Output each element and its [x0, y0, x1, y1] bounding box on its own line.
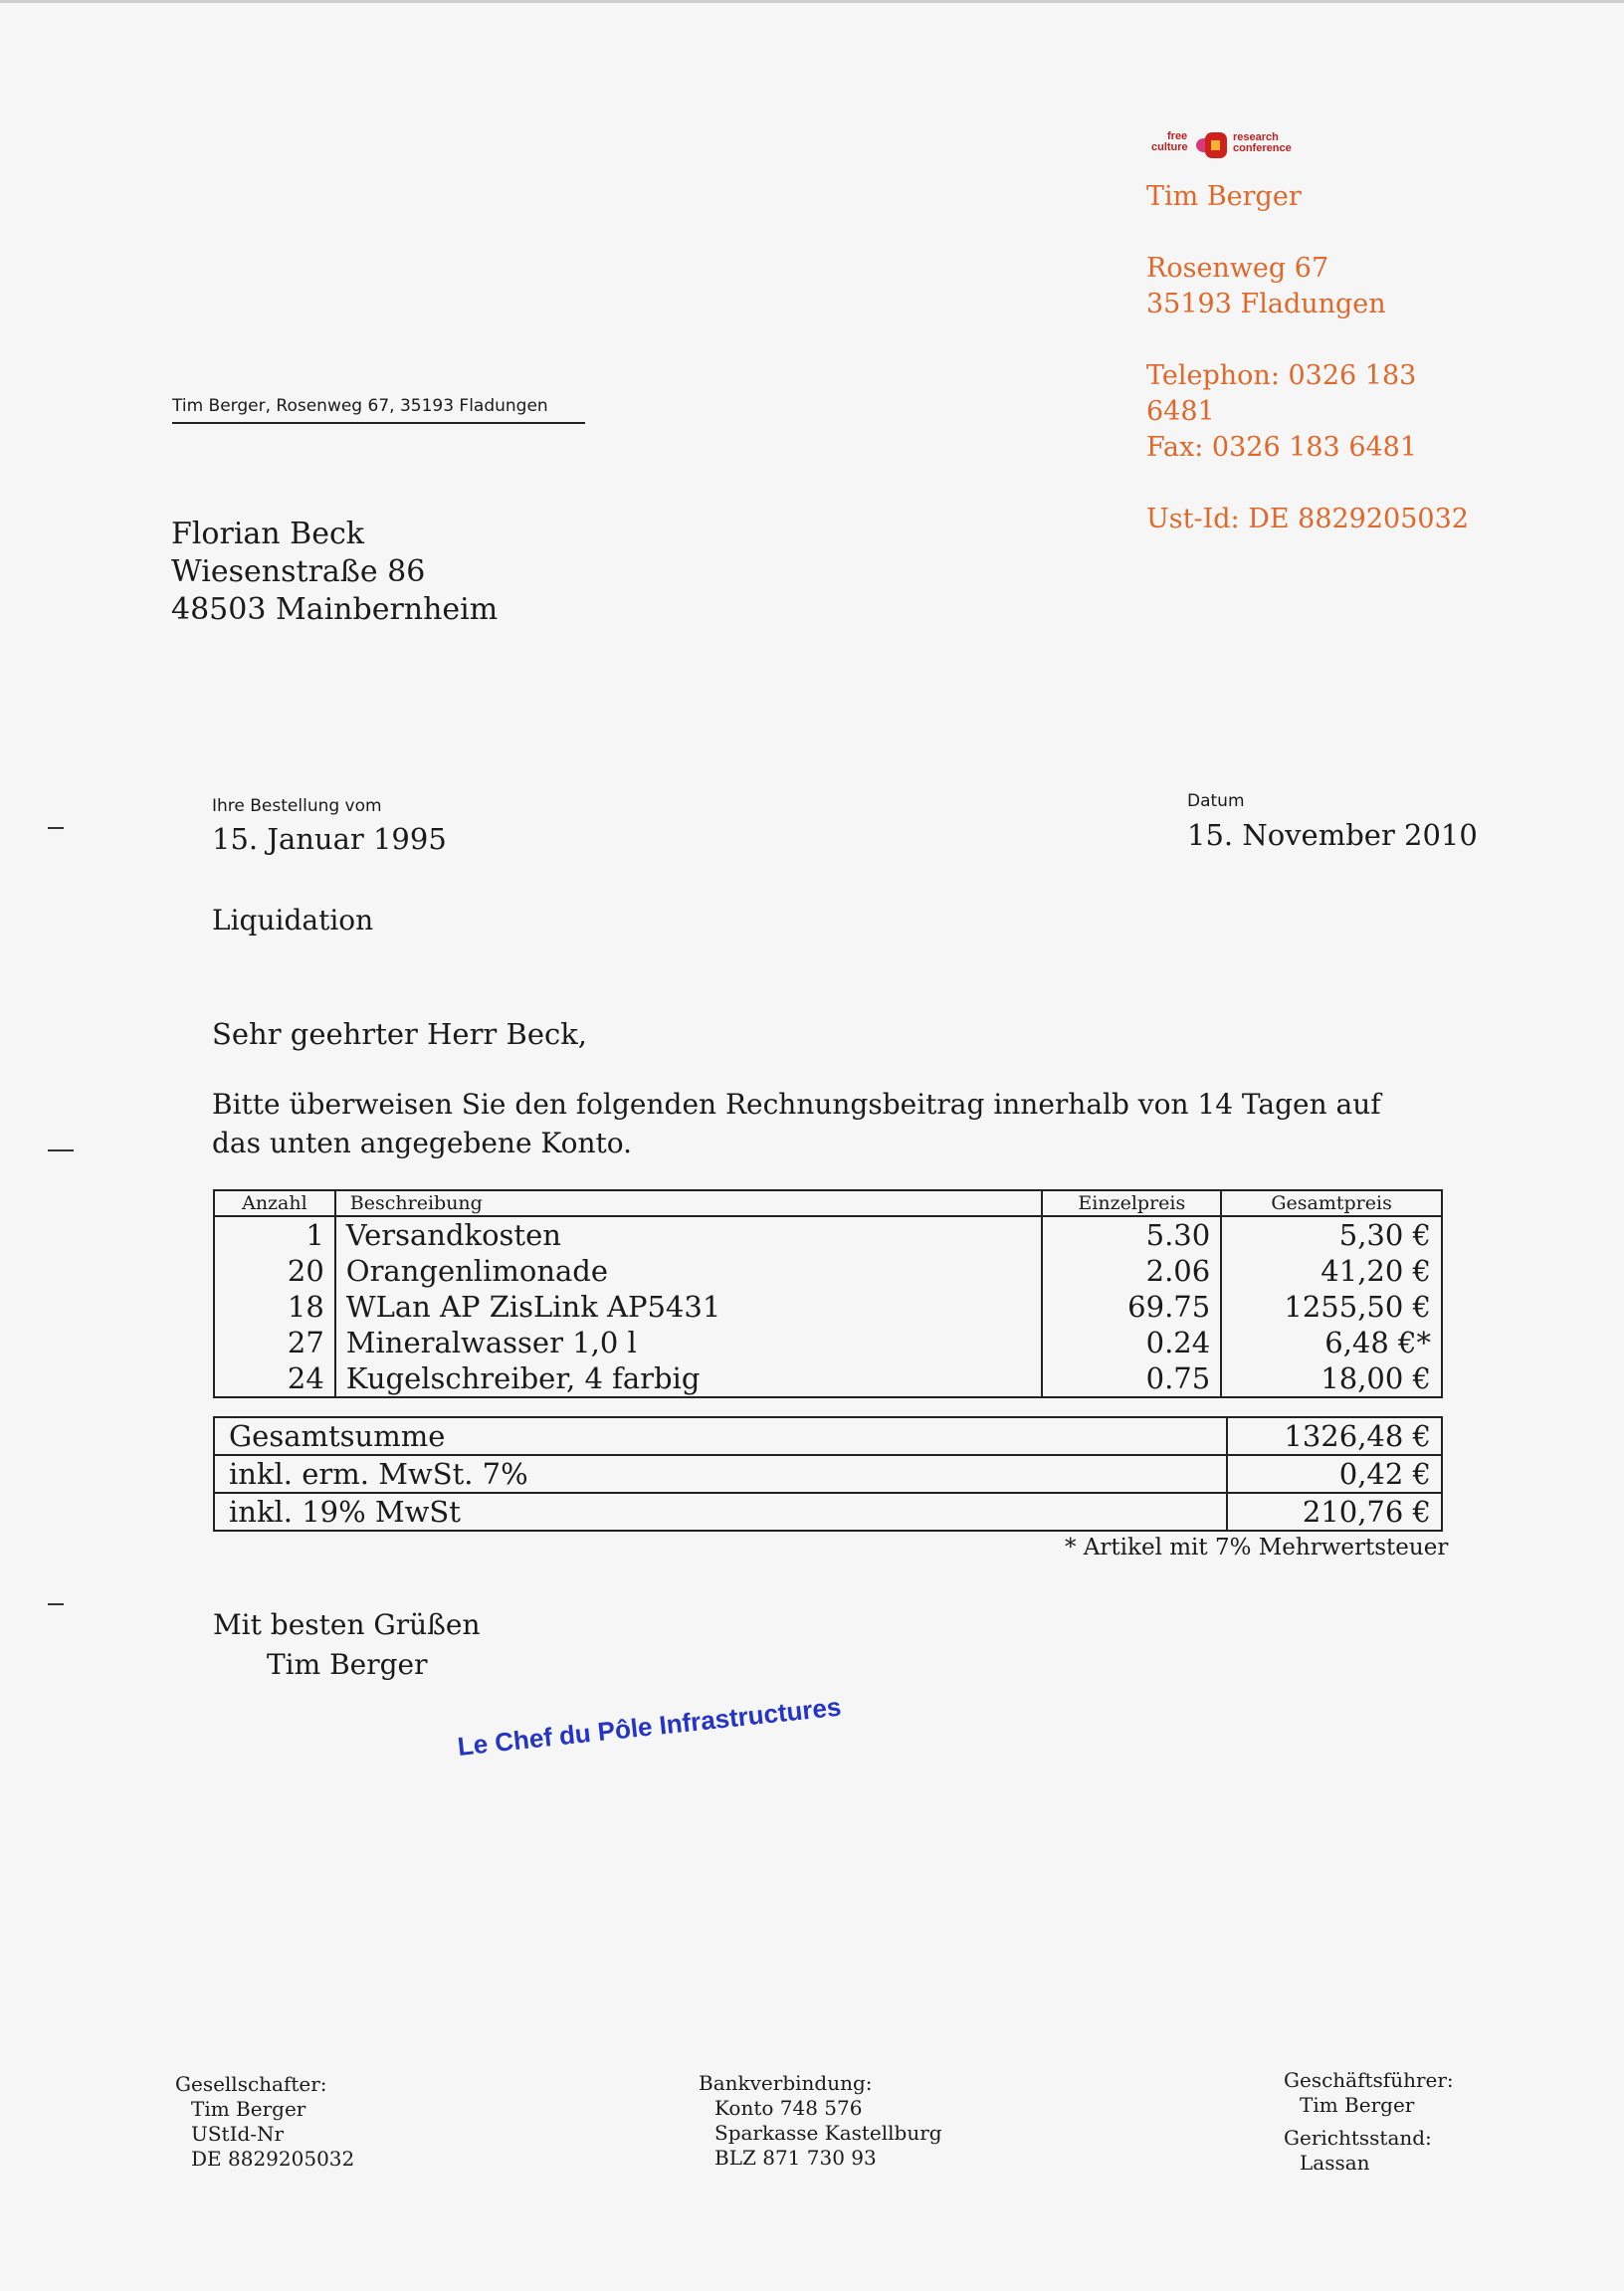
totals-label: inkl. erm. MwSt. 7% — [214, 1455, 1227, 1493]
footer-gesellschafter-label: Gesellschafter: — [175, 2072, 327, 2096]
footer-ustid-label: UStId-Nr — [191, 2122, 285, 2146]
footer-gf-name: Tim Berger — [1300, 2093, 1415, 2117]
salutation: Sehr geehrter Herr Beck, — [212, 1017, 588, 1051]
sender-street: Rosenweg 67 — [1146, 253, 1329, 284]
row-quantity: 1 — [214, 1216, 335, 1253]
footer-bank-konto: Konto 748 576 — [714, 2096, 863, 2120]
footer-gf-label: Geschäftsführer: — [1284, 2068, 1454, 2092]
row-total-price: 18,00 € — [1221, 1360, 1442, 1397]
row-unit-price: 0.24 — [1042, 1325, 1221, 1360]
totals-label: Gesamtsumme — [214, 1417, 1227, 1455]
totals-label: inkl. 19% MwSt — [214, 1493, 1227, 1531]
totals-value: 1326,48 € — [1227, 1417, 1442, 1455]
sender-name: Tim Berger — [1146, 181, 1302, 212]
table-row — [214, 1253, 1442, 1289]
footer-management — [1284, 2068, 1454, 2176]
table-row — [214, 1289, 1442, 1325]
footer-bank-name: Sparkasse Kastellburg — [714, 2121, 942, 2145]
row-unit-price: 5.30 — [1042, 1216, 1221, 1253]
row-unit-price: 0.75 — [1042, 1360, 1221, 1397]
fold-mark-top — [48, 827, 64, 829]
row-quantity: 20 — [214, 1253, 335, 1289]
footer-gesellschafter-name: Tim Berger — [191, 2097, 306, 2121]
stamp: Le Chef du Pôle Infrastructures — [456, 1691, 843, 1762]
body-text: Bitte überweisen Sie den folgenden Rechnungsbeitrag innerhalb von 14 Tagen auf das unten angegebene Konto. — [212, 1088, 1381, 1159]
date-label: Datum — [1187, 791, 1245, 811]
row-quantity: 24 — [214, 1360, 335, 1397]
row-quantity: 27 — [214, 1325, 335, 1360]
recipient-street: Wiesenstraße 86 — [171, 554, 426, 589]
logo — [1149, 127, 1299, 167]
logo-text-culture: culture — [1151, 141, 1188, 153]
row-quantity: 18 — [214, 1289, 335, 1325]
row-description: Kugelschreiber, 4 farbig — [335, 1360, 1043, 1397]
recipient-name: Florian Beck — [171, 517, 364, 551]
items-table — [213, 1189, 1443, 1398]
sender-block — [1146, 179, 1485, 537]
footer-ustid-value: DE 8829205032 — [191, 2147, 355, 2171]
column-header-beschreibung: Beschreibung — [335, 1190, 1043, 1216]
row-total-price: 5,30 € — [1221, 1216, 1442, 1253]
row-unit-price: 69.75 — [1042, 1289, 1221, 1325]
logo-text-research: research — [1233, 131, 1279, 143]
row-total-price: 1255,50 € — [1221, 1289, 1442, 1325]
sender-ust-id: Ust-Id: DE 8829205032 — [1146, 504, 1469, 534]
sender-city: 35193 Fladungen — [1146, 289, 1386, 319]
row-total-price: 41,20 € — [1221, 1253, 1442, 1289]
column-header-gesamtpreis: Gesamtpreis — [1221, 1190, 1442, 1216]
footer-bank-label: Bankverbindung: — [699, 2071, 873, 2095]
table-row — [214, 1325, 1442, 1360]
footer-bank — [699, 2071, 942, 2171]
totals-table — [213, 1416, 1443, 1532]
order-date-label: Ihre Bestellung vom — [212, 796, 382, 816]
punch-mark — [48, 1149, 74, 1151]
column-header-einzelpreis: Einzelpreis — [1042, 1190, 1221, 1216]
footer-court-value: Lassan — [1300, 2151, 1370, 2175]
return-address-line: Tim Berger, Rosenweg 67, 35193 Fladungen — [172, 396, 585, 424]
totals-value: 0,42 € — [1227, 1455, 1442, 1493]
recipient-address — [171, 516, 498, 629]
logo-text-free: free — [1167, 130, 1188, 142]
row-description: Orangenlimonade — [335, 1253, 1043, 1289]
fold-mark-bottom — [48, 1603, 64, 1605]
column-header-anzahl: Anzahl — [214, 1190, 335, 1216]
closing-block — [213, 1605, 481, 1685]
table-row — [214, 1360, 1442, 1397]
sender-phone-line2: 6481 — [1146, 396, 1215, 427]
totals-row — [214, 1455, 1442, 1493]
date-value: 15. November 2010 — [1187, 818, 1478, 852]
row-description: Versandkosten — [335, 1216, 1043, 1253]
row-total-price: 6,48 €* — [1221, 1325, 1442, 1360]
row-description: WLan AP ZisLink AP5431 — [335, 1289, 1043, 1325]
order-date-value: 15. Januar 1995 — [212, 822, 447, 856]
logo-mark-icon — [1195, 130, 1229, 160]
footer-bank-blz: BLZ 871 730 93 — [714, 2146, 877, 2170]
logo-text-conference: conference — [1233, 142, 1292, 154]
totals-value: 210,76 € — [1227, 1493, 1442, 1531]
row-unit-price: 2.06 — [1042, 1253, 1221, 1289]
items-table-header — [214, 1190, 1442, 1216]
sender-fax: Fax: 0326 183 6481 — [1146, 432, 1418, 463]
row-description: Mineralwasser 1,0 l — [335, 1325, 1043, 1360]
page-top-edge — [0, 0, 1624, 3]
totals-row — [214, 1417, 1442, 1455]
closing-greeting: Mit besten Grüßen — [213, 1608, 481, 1641]
closing-signature-name: Tim Berger — [267, 1648, 428, 1681]
sender-phone-line1: Telephon: 0326 183 — [1146, 360, 1417, 391]
table-row — [214, 1216, 1442, 1253]
totals-row — [214, 1493, 1442, 1531]
footer-gesellschafter — [175, 2072, 354, 2172]
footnote: * Artikel mit 7% Mehrwertsteuer — [1065, 1535, 1449, 1561]
recipient-city: 48503 Mainbernheim — [171, 592, 499, 627]
subject-line: Liquidation — [212, 904, 374, 937]
footer-court-label: Gerichtsstand: — [1284, 2126, 1432, 2150]
